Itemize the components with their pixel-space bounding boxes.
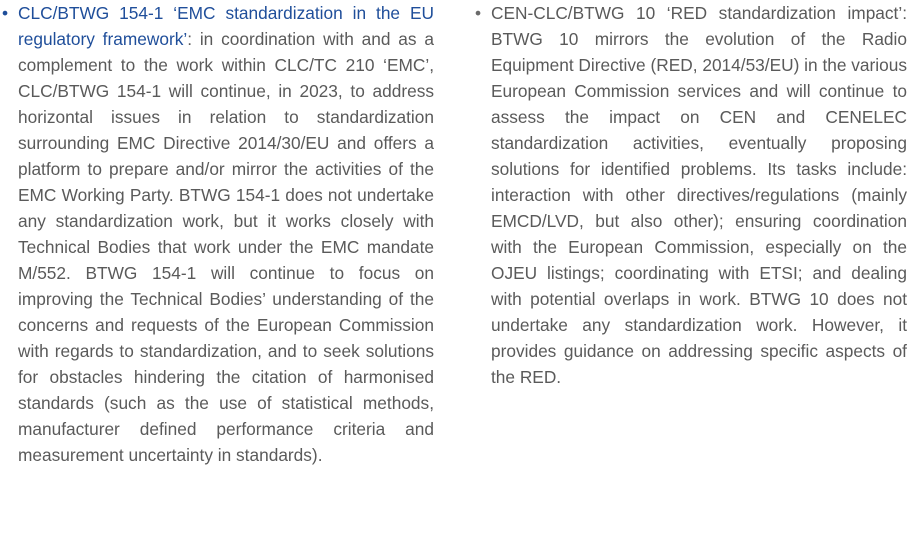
bullet-item-btwg-154-1 xyxy=(2,0,434,468)
item-text: CEN-CLC/BTWG 10 ‘RED standardization impact’: BTWG 10 mirrors the evolution of the Radio Equipment Directive (RED, 2014/53/EU) in the various European Commission services and will continue to assess the impact on CEN and CENELEC standardization activities, eventually proposing solutions for identified problems. Its tasks include: interaction with other directives/regulations (mainly EMCD/LVD, but also other); ensuring coordination with the European Commission, especially on the OJEU listings; coordinating with ETSI; and dealing with potential overlaps in work. BTWG 10 does not undertake any standardization work. However, it provides guidance on addressing specific aspects of the RED. xyxy=(491,3,907,387)
item-body: : in coordination with and as a complement to the work within CLC/TC 210 ‘EMC’, CLC/BTWG 154-1 will continue, in 2023, to address horizontal issues in relation to standardization surrounding EMC Directive 2014/30/EU and offers a platform to prepare and/or mirror the activities of the EMC Working Party. BTWG 154-1 does not undertake any standardization work, but it works closely with Technical Bodies that work under the EMC mandate M/552. BTWG 154-1 will continue to focus on improving the Technical Bodies’ understanding of the concerns and requests of the European Commission with regards to standardization, and to seek solutions for obstacles hindering the citation of harmonised standards (such as the use of statistical methods, manufacturer defined performance criteria and measurement uncertainty in standards). xyxy=(18,29,435,465)
bullet-marker: • xyxy=(475,3,482,23)
left-column xyxy=(2,0,434,468)
right-column xyxy=(475,0,907,390)
item-title: CLC/BTWG 154-1 ‘EMC standardization in the EU regulatory framework’ xyxy=(18,3,434,49)
bullet-item-btwg-10 xyxy=(475,0,907,390)
bullet-marker: • xyxy=(2,3,9,23)
